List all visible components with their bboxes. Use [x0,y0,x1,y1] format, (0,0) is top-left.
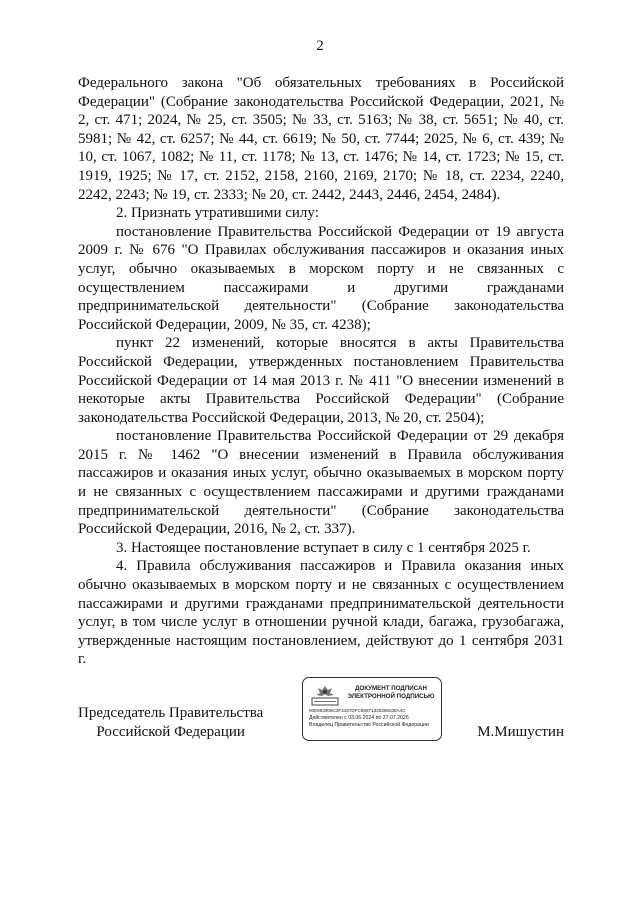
body-paragraph: 2. Признать утратившими силу: [116,205,319,222]
signatory-title-line2: Российской Федерации [96,724,245,740]
stamp-certificate-serial: 00E983908C3F3197DFC69971330366038A4C [309,708,406,713]
body-paragraph: пункт 22 изменений, которые вносятся в акты Правительства Российской Федерации, утвержденных постановлением Правительства Российской Федерации от 14 мая 2013 г. № 411 "О внесении изменений в некоторые акты Правительства Российской Федерации" (Собрание законодательства Российской Федерации, 2013, № 20, ст. 2504); [78,335,564,426]
body-paragraph: Федерального закона "Об обязательных требованиях в Российской Федерации" (Собрание законодательства Российской Федерации, 2021, № 2, ст. 471; 2024, № 25, ст. 3505; № 33, ст. 5163; № 38, ст. 5651; № 40, ст. 5981; № 42, ст. 6257; № 44, ст. 6619; № 50, ст. 7744; 2025, № 6, ст. 439; № 10, ст. 1067, 1082; № 11, ст. 1178; № 13, ст. 1476; № 14, ст. 1723; № 15, ст. 1919, 1925; № 17, ст. 2152, 2158, 2160, 2169, 2170; № 18, ст. 2234, 2240, 2242, 2243; № 19, ст. 2333; № 20, ст. 2442, 2443, 2446, 2454, 2484). [78,75,564,203]
document-body [78,74,564,669]
page-number: 2 [316,38,324,54]
coat-of-arms-icon [311,684,339,706]
electronic-signature-stamp [302,677,442,741]
stamp-heading: ДОКУМЕНТ ПОДПИСАН ЭЛЕКТРОННОЙ ПОДПИСЬЮ [347,685,435,700]
body-paragraph: 3. Настоящее постановление вступает в силу с 1 сентября 2025 г. [116,539,531,556]
signatory-title [78,704,263,742]
stamp-validity: Действителен с 03.06.2024 по 27.07.2026 [309,715,409,721]
body-paragraph: постановление Правительства Российской Федерации от 29 декабря 2015 г. № 1462 "О внесении изменений в Правила обслуживания пассажиров и оказания иных услуг, обычно оказываемых в морском порту и не связанных с осуществлением пассажирами и другими гражданами предпринимательской деятельности" (Собрание законодательства Российской Федерации, 2016, № 2, ст. 337). [78,428,564,538]
body-paragraph: 4. Правила обслуживания пассажиров и Правила оказания иных обычно оказываемых в морском порту и не связанных с осуществлением пассажирами и другими гражданами предпринимательской деятельности услуг, в том числе услуг в отношении ручной клади, багажа, грузобагажа, утвержденные настоящим постановлением, действуют до 1 сентября 2031 г. [78,558,564,668]
stamp-owner: Владелец Правительство Российской Федерации [309,722,429,728]
signatory-title-line1: Председатель Правительства [78,705,264,721]
body-paragraph: постановление Правительства Российской Федерации от 19 августа 2009 г. № 676 "О Правилах обслуживания пассажиров и оказания иных услуг, обычно оказываемых в морском порту и не связанных с осуществлением пассажирами и другими гражданами предпринимательской деятельности" (Собрание законодательства Российской Федерации, 2009, № 35, ст. 4238); [78,223,564,333]
signatory-name: М.Мишустин [477,724,564,740]
